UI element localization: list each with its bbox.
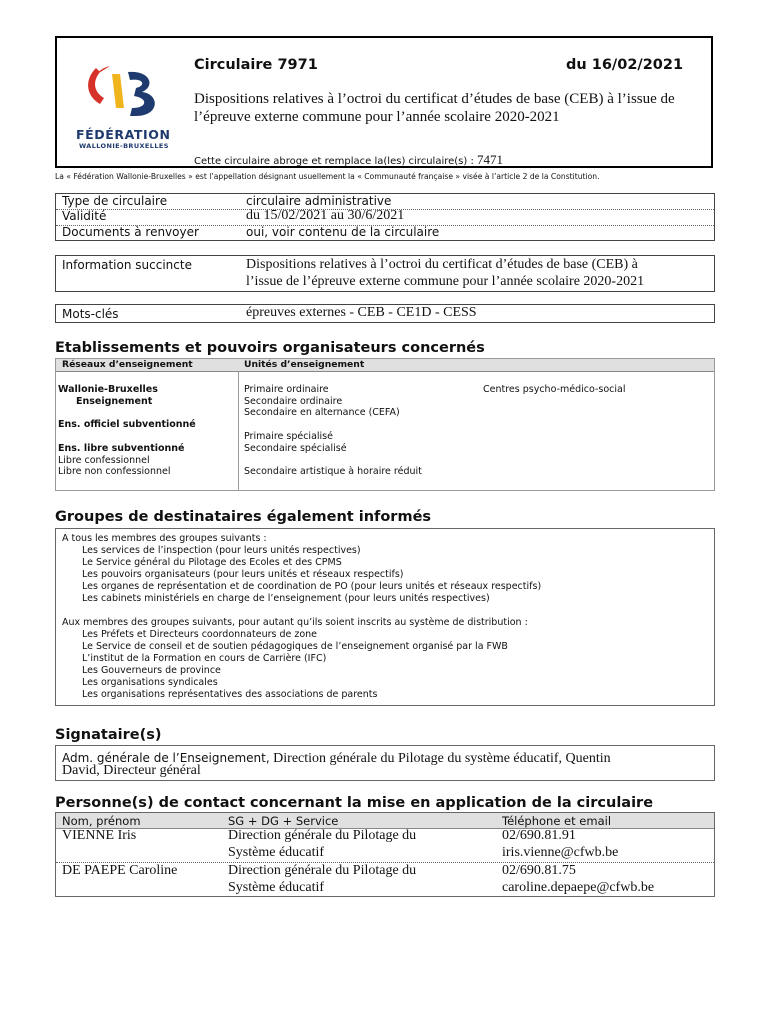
unite-cefa: Secondaire en alternance (CEFA) [244, 407, 400, 418]
groupes-list1-item: Les services de l’inspection (pour leurs unités respectives) [82, 545, 361, 556]
col-reseaux-header: Réseaux d’enseignement [62, 359, 193, 370]
contact-nom: VIENNE Iris [62, 828, 137, 843]
succinct-table [55, 255, 715, 292]
contact-tel: 02/690.81.91 [502, 828, 576, 843]
signataire-line2: David, Directeur général [62, 763, 201, 778]
reseau-officiel: Ens. officiel subventionné [58, 419, 196, 430]
col-nom-header: Nom, prénom [62, 814, 141, 828]
circular-title: Dispositions relatives à l’octroi du certificat d’études de base (CEB) à l’issue de l’épreuve externe commune pour l’année scolaire 2020-2021 [194, 91, 675, 125]
info-table [55, 193, 715, 241]
succinct-value-line2: l’issue de l’épreuve externe commune pour l’année scolaire 2020-2021 [246, 274, 645, 289]
circular-date: du 16/02/2021 [566, 57, 684, 73]
succinct-label: Information succincte [62, 258, 192, 272]
logo-text-line1: FÉDÉRATION [76, 127, 171, 142]
keywords-value: épreuves externes - CEB - CE1D - CESS [246, 305, 477, 320]
contacts-table-header [56, 813, 714, 829]
appellation-note: La « Fédération Wallonie-Bruxelles » est l’appellation désignant usuellement la « Communauté française » visée à l’article 2 de la Constitution. [55, 172, 600, 181]
reseau-wb-line2: Enseignement [76, 396, 153, 407]
unite-secondaire-specialise: Secondaire spécialisé [244, 443, 347, 454]
column-divider [238, 371, 239, 490]
type-label: Type de circulaire [62, 194, 168, 208]
abroge-number: 7471 [477, 152, 504, 167]
table-row [56, 828, 714, 862]
signataire-prefix: Adm. générale de l’Enseignement, [62, 751, 270, 765]
reseau-wb-line1: Wallonie-Bruxelles [58, 384, 158, 395]
col-tel-header: Téléphone et email [502, 814, 612, 828]
circular-number: Circulaire 7971 [194, 57, 318, 73]
establishments-heading: Etablissements et pouvoirs organisateurs concernés [55, 340, 485, 356]
contact-service: Direction générale du Pilotage du [228, 863, 417, 878]
unite-primaire-ordinaire: Primaire ordinaire [244, 384, 329, 395]
validite-label: Validité [62, 209, 107, 223]
groupes-list2-item: L’institut de la Formation en cours de Carrière (IFC) [82, 653, 327, 664]
unite-primaire-specialise: Primaire spécialisé [244, 431, 333, 442]
docs-value: oui, voir contenu de la circulaire [246, 225, 440, 239]
groupes-list2-item: Les organisations syndicales [82, 677, 218, 688]
docs-label: Documents à renvoyer [62, 225, 199, 239]
groupes-list1-item: Les organes de représentation et de coordination de PO (pour leurs unités et réseaux respectifs) [82, 581, 542, 592]
groupes-list2-item: Les organisations représentatives des associations de parents [82, 689, 378, 700]
validite-value: du 15/02/2021 au 30/6/2021 [246, 208, 405, 223]
contact-tel: 02/690.81.75 [502, 863, 576, 878]
type-value: circulaire administrative [246, 194, 392, 208]
succinct-value-line1: Dispositions relatives à l’octroi du certificat d’études de base (CEB) à [246, 257, 638, 272]
groupes-list1-item: Les cabinets ministériels en charge de l’enseignement (pour leurs unités respectives) [82, 593, 490, 604]
contact-email[interactable]: iris.vienne@cfwb.be [502, 845, 619, 860]
contact-service: Direction générale du Pilotage du [228, 828, 417, 843]
establishments-table-header [56, 359, 714, 372]
keywords-label: Mots-clés [62, 307, 119, 321]
reseau-libre-non-confessionnel: Libre non confessionnel [58, 466, 171, 477]
table-row [56, 863, 714, 897]
logo-text-line2: WALLONIE-BRUXELLES [79, 142, 169, 150]
groupes-list2-item: Les Préfets et Directeurs coordonnateurs de zone [82, 629, 318, 640]
contact-service: Système éducatif [228, 845, 325, 860]
groupes-intro-1: A tous les membres des groupes suivants : [62, 533, 267, 544]
contact-email[interactable]: caroline.depaepe@cfwb.be [502, 880, 655, 895]
contacts-table [55, 812, 715, 897]
signataire-box [55, 745, 715, 781]
abroge-note [194, 152, 503, 168]
groupes-list1-item: Le Service général du Pilotage des Ecoles et des CPMS [82, 557, 342, 568]
signataire-heading: Signataire(s) [55, 727, 162, 743]
groupes-box [55, 528, 715, 706]
contact-nom: DE PAEPE Caroline [62, 863, 178, 878]
unite-cpms: Centres psycho-médico-social [483, 384, 626, 395]
keywords-table [55, 304, 715, 323]
groupes-intro-2: Aux membres des groupes suivants, pour autant qu’ils soient inscrits au système de distribution : [62, 617, 528, 628]
unite-secondaire-artistique: Secondaire artistique à horaire réduit [244, 466, 422, 477]
unite-secondaire-ordinaire: Secondaire ordinaire [244, 396, 343, 407]
reseau-libre-confessionnel: Libre confessionnel [58, 455, 150, 466]
groupes-heading: Groupes de destinataires également informés [55, 509, 432, 525]
contact-service: Système éducatif [228, 880, 325, 895]
abroge-text: Cette circulaire abroge et remplace la(les) circulaire(s) : [194, 156, 474, 167]
establishments-table [55, 358, 715, 491]
groupes-list2-item: Les Gouverneurs de province [82, 665, 221, 676]
col-unites-header: Unités d’enseignement [244, 359, 365, 370]
col-service-header: SG + DG + Service [228, 814, 339, 828]
reseau-libre: Ens. libre subventionné [58, 443, 185, 454]
groupes-list2-item: Le Service de conseil et de soutien pédagogiques de l’enseignement organisé par la FWB [82, 641, 508, 652]
groupes-list1-item: Les pouvoirs organisateurs (pour leurs unités et réseaux respectifs) [82, 569, 404, 580]
signataire-rest: Direction générale du Pilotage du système éducatif, Quentin [269, 751, 611, 766]
contacts-heading: Personne(s) de contact concernant la mise en application de la circulaire [55, 795, 654, 811]
